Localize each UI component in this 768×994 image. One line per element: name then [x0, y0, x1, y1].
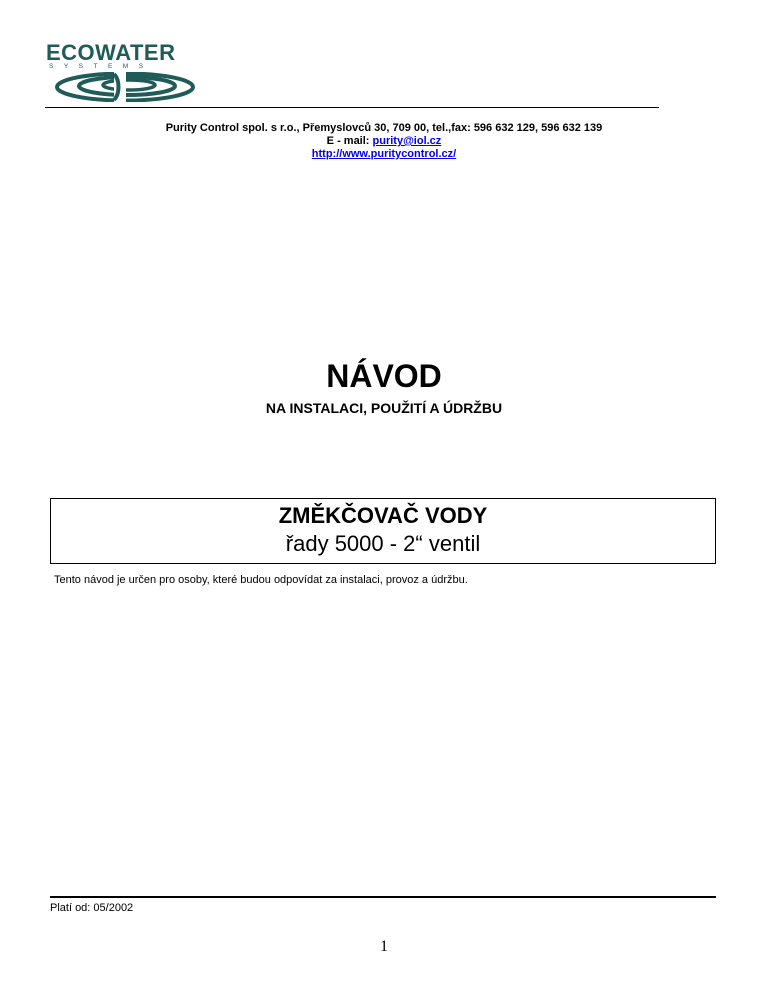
ecowater-logo	[46, 42, 206, 104]
website-line	[0, 148, 768, 161]
footer-divider	[50, 896, 716, 898]
product-box	[50, 498, 716, 564]
company-address: Purity Control spol. s r.o., Přemyslovců 30, 709 00, tel.,fax: 596 632 129, 596 632 139	[165, 122, 603, 134]
valid-from-date: Platí od: 05/2002	[50, 902, 134, 914]
header-divider	[45, 107, 659, 108]
product-name: ZMĚKČOVAČ VODY	[278, 503, 488, 528]
page-number: 1	[380, 938, 388, 955]
email-link[interactable]: purity@iol.cz	[372, 135, 442, 147]
document-title: NÁVOD	[326, 358, 442, 394]
intended-audience-note: Tento návod je určen pro osoby, které budou odpovídat za instalaci, provoz a údržbu.	[54, 574, 468, 586]
email-label: E - mail:	[326, 135, 373, 147]
email-line	[0, 135, 768, 148]
logo-wordmark: ECOWATER	[46, 40, 176, 65]
document-subtitle: NA INSTALACI, POUŽITÍ A ÚDRŽBU	[265, 400, 503, 416]
website-link[interactable]: http://www.puritycontrol.cz/	[311, 148, 457, 160]
product-series: řady 5000 - 2“ ventil	[285, 531, 481, 556]
logo-subline: SYSTEMS	[49, 63, 154, 70]
ecowater-swirl-icon	[54, 72, 196, 102]
contact-block	[0, 122, 768, 161]
